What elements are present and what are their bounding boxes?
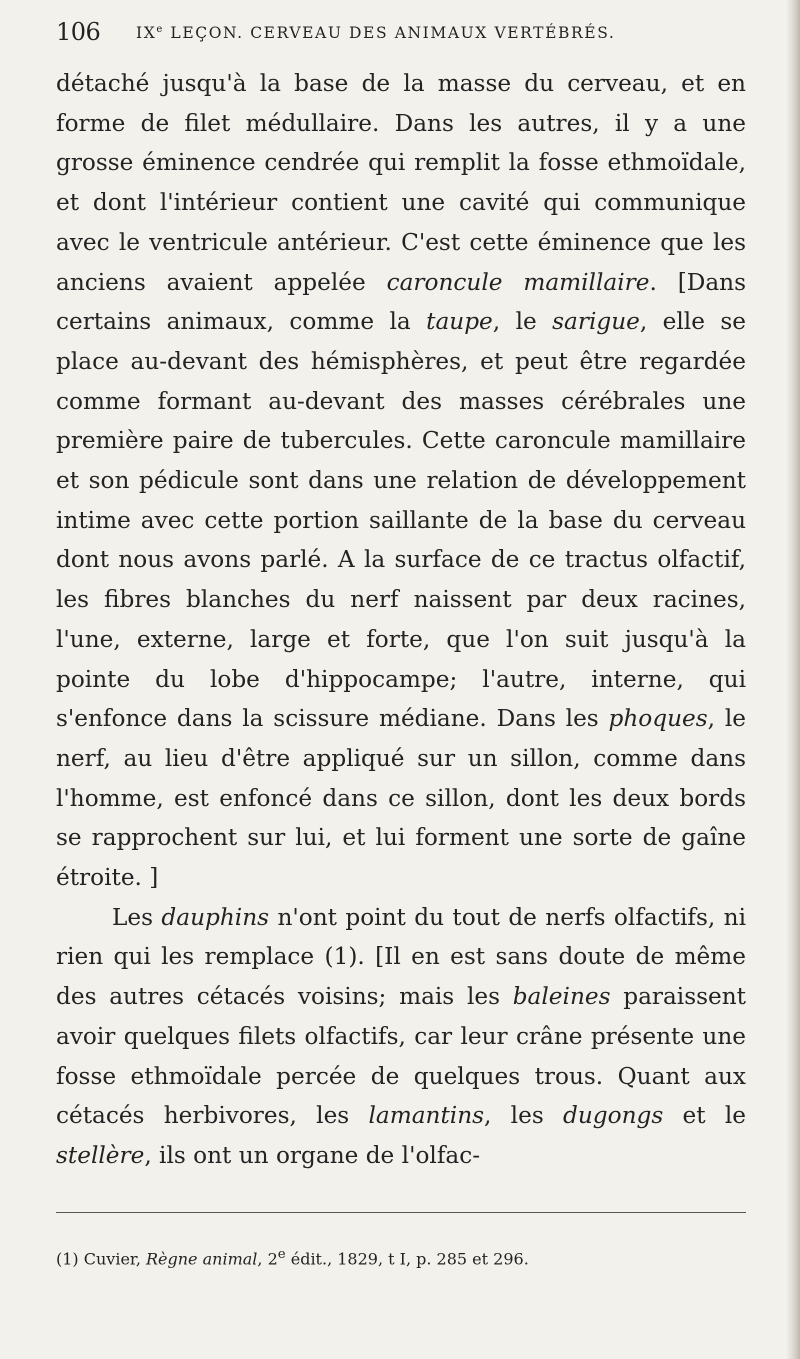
p1-text-1: détaché jusqu'à la base de la masse du cerveau, et en forme de filet médullaire. Dans les autres, il y a une grosse éminence cendrée qui remplit la fosse ethmoïdale, et dont l'intérieur contient une cavité qui communique avec le ventricule antérieur. C'est cette éminence que les anciens avaient appelée	[56, 70, 746, 296]
p1-italic-taupe: taupe	[426, 308, 493, 336]
page-number: 106	[56, 18, 101, 46]
p1-text-3: , le	[492, 308, 553, 336]
p2-text-3: paraissent avoir quelques filets olfactifs, car leur crâne présente une fosse ethmoïdale percée de quelques trous. Quant aux cétacés herbivores, les	[56, 983, 746, 1130]
footnote-superscript: e	[277, 1247, 286, 1262]
p1-text-4: , elle se place au-devant des hémisphères, et peut être regardée comme formant au-devant des masses cérébrales une première paire de tubercules. Cette caroncule mamillaire et son pédicule sont dans une relation de développement intime avec cette portion saillante de la base du cerveau dont nous avons parlé. A la surface de ce tractus olfactif, les fibres blanches du nerf naissent par deux racines, l'une, externe, large et forte, que l'on suit jusqu'à la pointe du lobe d'hippocampe; l'autre, interne, qui s'enfonce dans la scissure médiane. Dans les	[56, 308, 746, 733]
p2-italic-stellere: stellère	[56, 1141, 145, 1169]
lecon-superscript: e	[156, 24, 164, 35]
footnote-text-2: , 2	[257, 1249, 278, 1269]
p2-italic-lamantins: lamantins	[368, 1102, 485, 1130]
footnote-rule	[56, 1212, 746, 1213]
paragraph-2	[56, 898, 746, 1176]
p1-text-2: . [Dans certains animaux, comme la	[56, 268, 746, 336]
p2-italic-baleines: baleines	[512, 983, 611, 1011]
p2-italic-dugongs: dugongs	[563, 1102, 664, 1130]
p2-text-4: , les	[484, 1102, 563, 1130]
footnote-text-1: (1) Cuvier,	[56, 1249, 146, 1269]
footnote-text-3: édit., 1829, t I, p. 285 et 296.	[285, 1249, 529, 1269]
footnote	[56, 1244, 746, 1270]
footnote-italic-regne: Règne animal	[145, 1249, 258, 1269]
running-title	[136, 24, 615, 42]
paragraph-1	[56, 64, 746, 898]
p1-text-5: , le nerf, au lieu d'être appliqué sur un sillon, comme dans l'homme, est enfoncé dans ce sillon, dont les deux bords se rapprochent sur lui, et lui forment une sorte de gaîne étroite. ]	[56, 705, 746, 892]
running-title-text: LEÇON. CERVEAU DES ANIMAUX VERTÉBRÉS.	[170, 24, 616, 43]
p2-text-2: n'ont point du tout de nerfs olfactifs, ni rien qui les remplace (1). [Il en est sans doute de même des autres cétacés voisins; mais les	[56, 903, 746, 1011]
running-header	[56, 18, 746, 54]
page-edge	[786, 0, 800, 1359]
p2-text-6: , ils ont un organe de l'olfac-	[144, 1141, 481, 1169]
body-text	[56, 64, 746, 1176]
p2-text-5: et le	[663, 1102, 746, 1130]
p1-italic-phoques: phoques	[608, 705, 708, 733]
p2-text-1: Les	[112, 903, 162, 931]
p1-italic-caroncule: caroncule mamillaire	[386, 268, 650, 296]
p2-italic-dauphins: dauphins	[161, 903, 270, 931]
lecon-number: IX	[136, 24, 157, 43]
p1-italic-sarigue: sarigue	[552, 308, 640, 336]
